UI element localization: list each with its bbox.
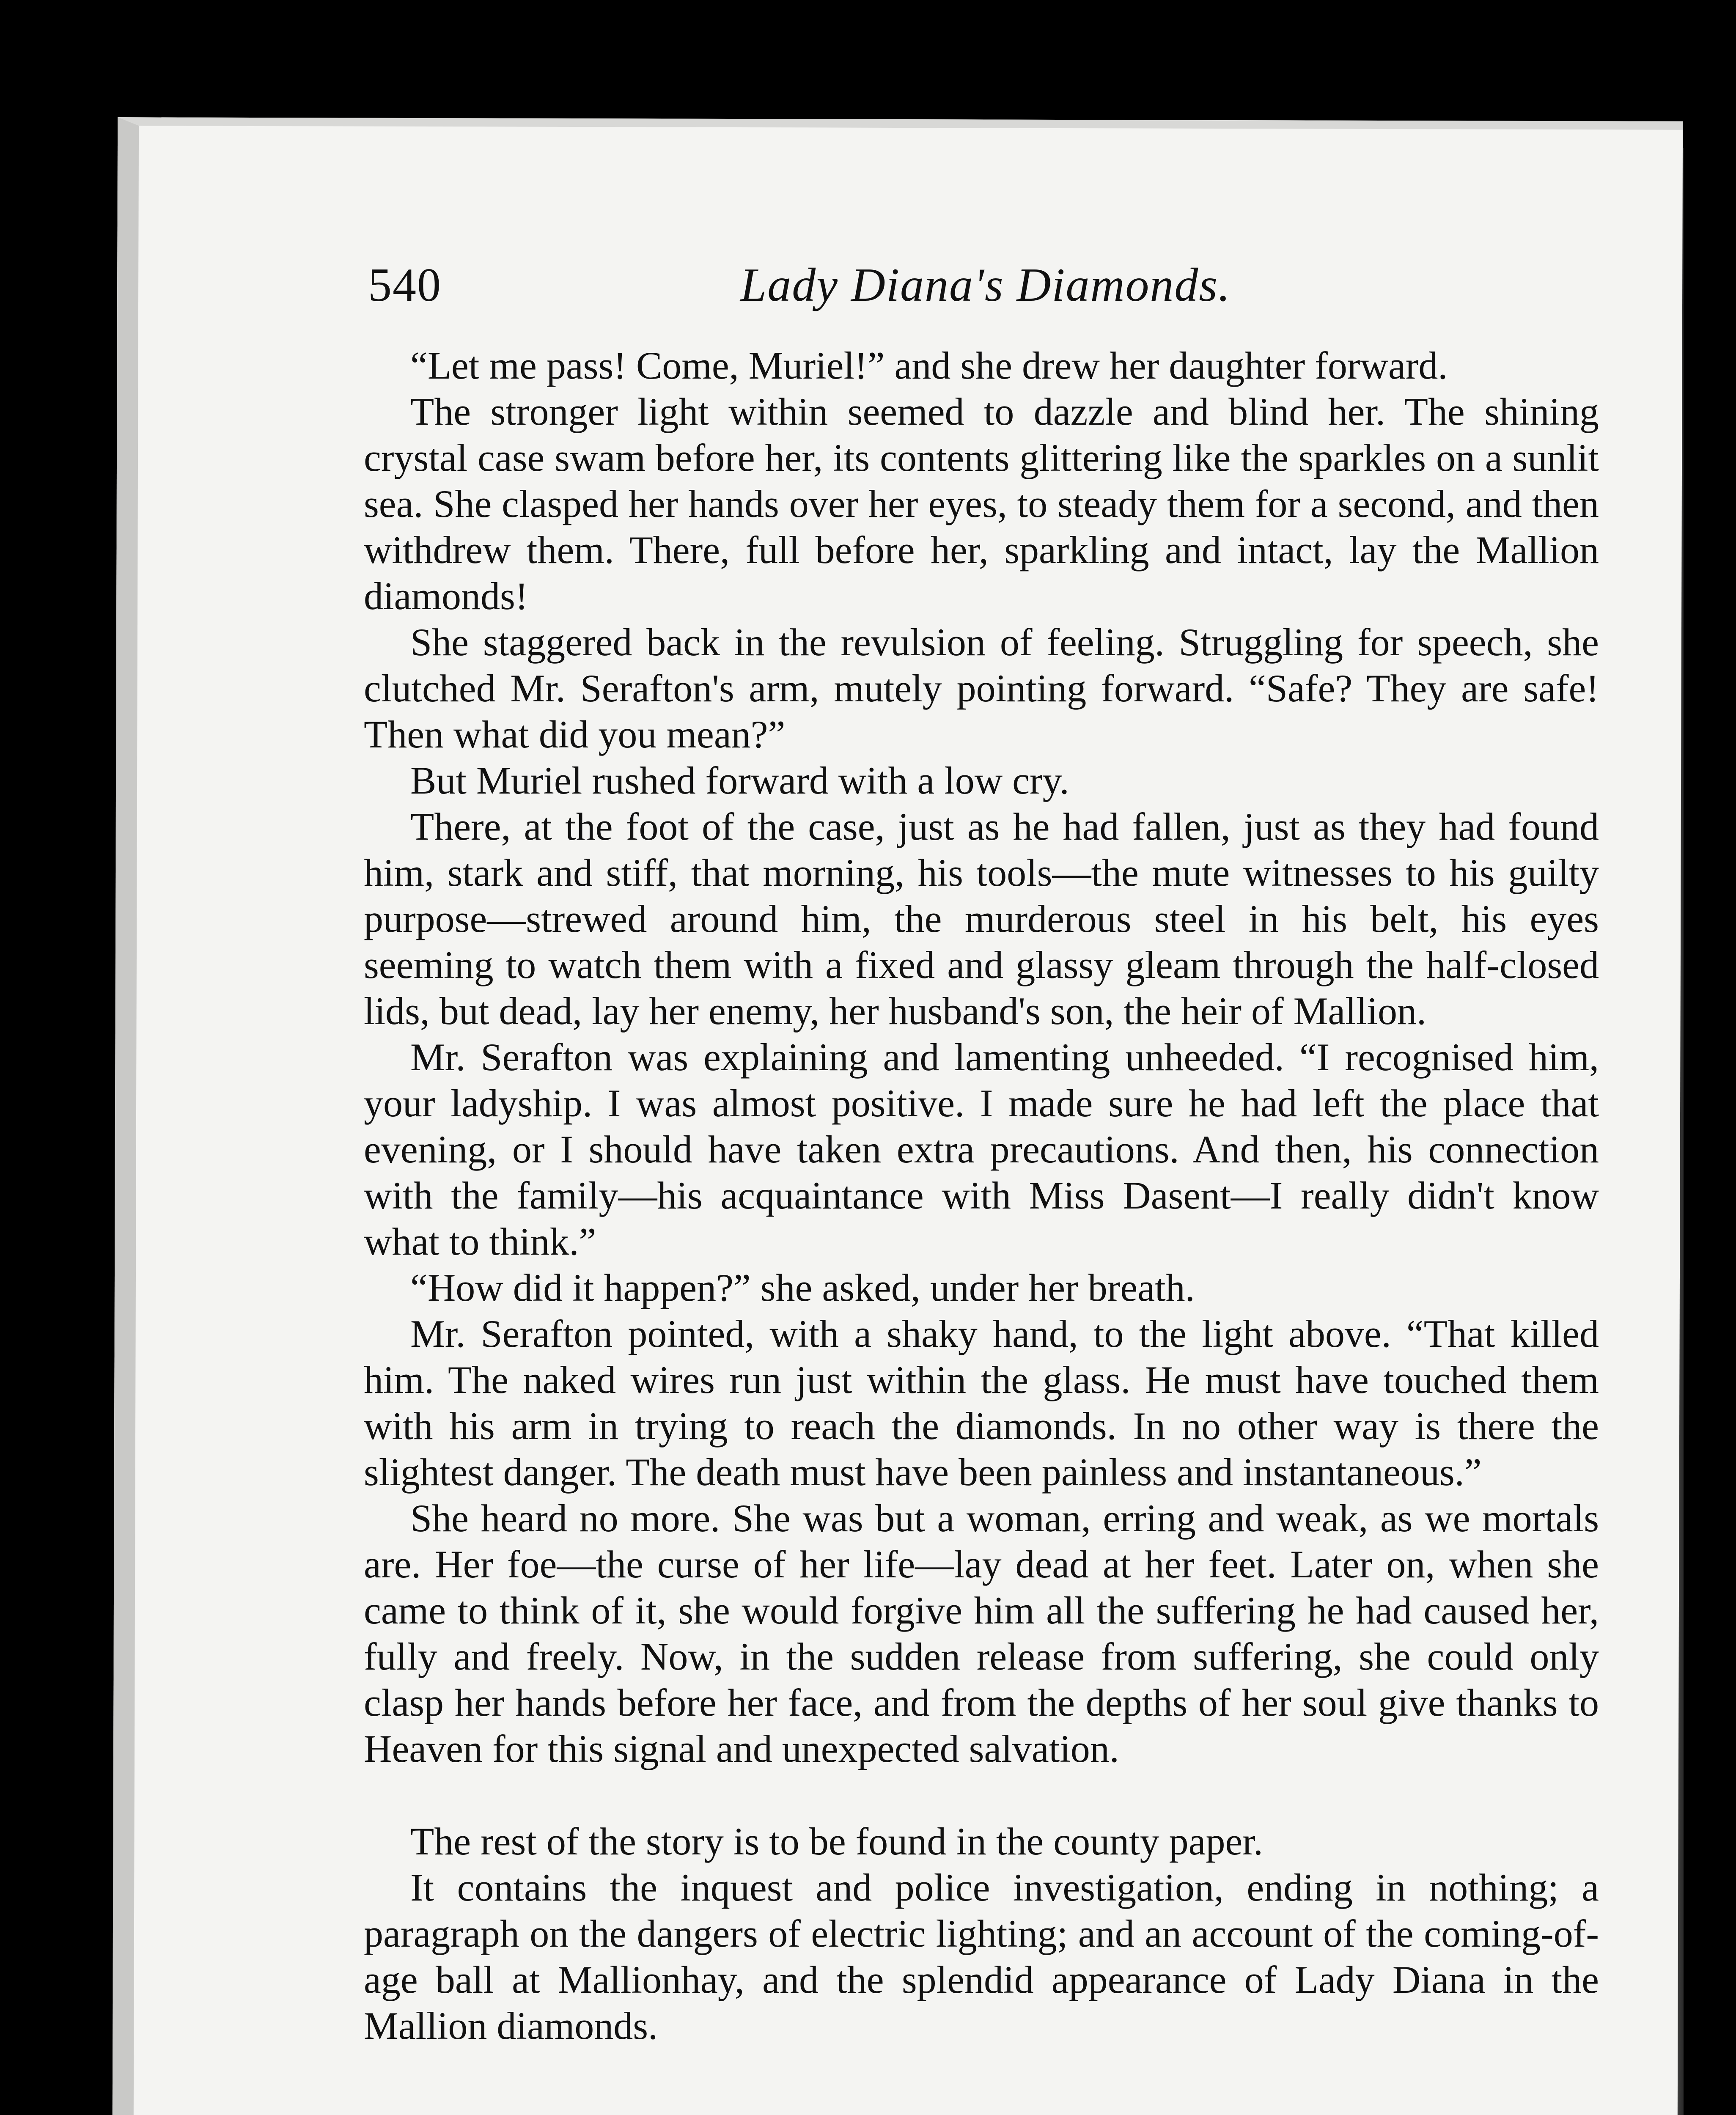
closing-paragraph: It contains the inquest and police investigation, ending in nothing; a paragraph on the dangers of electric lighting; and an account of the coming-of-age ball at Mallionhay, and the splendid appearance of Lady Diana in the Mallion diamonds. — [364, 1866, 1599, 2047]
page-header — [368, 258, 1595, 313]
paragraph: Mr. Serafton pointed, with a shaky hand, to the light above. “That killed him. The naked wires run just within the glass. He must have touched them with his arm in trying to reach the diamonds. In no other way is there the slightest danger. The death must have been painless and instantaneous.” — [364, 1312, 1599, 1494]
paragraph: “How did it happen?” she asked, under her breath. — [410, 1266, 1195, 1309]
closing-paragraph: The rest of the story is to be found in the county paper. — [410, 1820, 1263, 1863]
paragraph: She staggered back in the revulsion of feeling. Struggling for speech, she clutched Mr. Serafton's arm, mutely pointing forward. “Safe? They are safe! Then what did you mean?” — [364, 621, 1599, 756]
page-number: 540 — [368, 259, 442, 311]
running-title: Lady Diana's Diamonds. — [740, 259, 1231, 311]
body-text — [364, 343, 1599, 2049]
section-gap — [364, 1772, 1599, 1818]
paragraph: There, at the foot of the case, just as he had fallen, just as they had found him, stark and stiff, that morning, his tools—the mute witnesses to his guilty purpose—strewed around him, the murderous steel in his belt, his eyes seeming to watch them with a fixed and glassy gleam through the half-closed lids, but dead, lay her enemy, her husband's son, the heir of Mallion. — [364, 805, 1599, 1033]
paragraph: The stronger light within seemed to dazzle and blind her. The shining crystal case swam before her, its contents glittering like the sparkles on a sunlit sea. She clasped her hands over her eyes, to steady them for a second, and then withdrew them. There, full before her, sparkling and intact, lay the Mallion diamonds! — [364, 390, 1599, 618]
paragraph: Mr. Serafton was explaining and lamenting unheeded. “I recognised him, your ladyship. I was almost positive. I made sure he had left the place that evening, or I should have taken extra precautions. And then, his connection with the family—his acquaintance with Miss Dasent—I really didn't know what to think.” — [364, 1036, 1599, 1263]
paragraph: But Muriel rushed forward with a low cry. — [410, 759, 1069, 802]
paragraph: She heard no more. She was but a woman, erring and weak, as we mortals are. Her foe—the curse of her life—lay dead at her feet. Later on, when she came to think of it, she would forgive him all the suffering he had caused her, fully and freely. Now, in the sudden release from suffering, she could only clasp her hands before her face, and from the depths of her soul give thanks to Heaven for this signal and unexpected salvation. — [364, 1497, 1599, 1770]
paragraph: “Let me pass! Come, Muriel!” and she drew her daughter forward. — [410, 344, 1448, 387]
